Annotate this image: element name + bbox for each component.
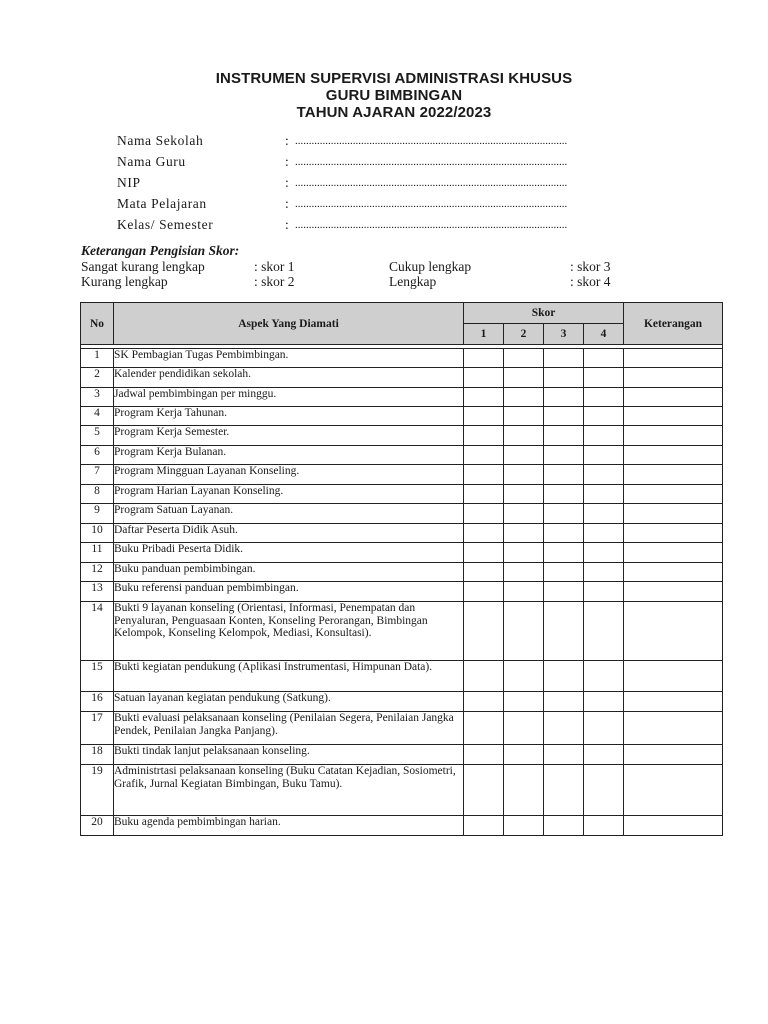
score-cell-2[interactable] — [504, 446, 544, 465]
score-cell-3[interactable] — [544, 543, 584, 563]
row-aspek: Jadwal pembimbingan per minggu. — [114, 388, 464, 407]
keterangan-cell[interactable] — [624, 712, 723, 745]
score-cell-2[interactable] — [504, 388, 544, 407]
table-row — [81, 349, 723, 368]
row-number: 17 — [81, 712, 114, 745]
supervision-table — [80, 302, 723, 836]
row-aspek: Buku panduan pembimbingan. — [114, 563, 464, 582]
score-cell-3[interactable] — [544, 388, 584, 407]
row-number: 8 — [81, 485, 114, 504]
identity-colon: : — [285, 154, 290, 169]
row-aspek: Kalender pendidikan sekolah. — [114, 368, 464, 388]
header-keterangan: Keterangan — [624, 303, 723, 345]
row-number: 12 — [81, 563, 114, 582]
row-number: 18 — [81, 745, 114, 765]
row-number: 2 — [81, 368, 114, 388]
academic-year: TAHUN AJARAN 2022/2023 — [296, 104, 492, 121]
score-cell-3[interactable] — [544, 602, 584, 661]
legend-score: : skor 3 — [570, 259, 611, 274]
keterangan-cell[interactable] — [624, 349, 723, 368]
score-cell-2[interactable] — [504, 692, 544, 712]
score-cell-1[interactable] — [464, 465, 504, 485]
score-cell-3[interactable] — [544, 504, 584, 524]
score-cell-1[interactable] — [464, 349, 504, 368]
score-cell-2[interactable] — [504, 485, 544, 504]
identity-label: Nama Sekolah — [117, 133, 204, 148]
score-cell-2[interactable] — [504, 407, 544, 426]
keterangan-cell[interactable] — [624, 692, 723, 712]
score-cell-3[interactable] — [544, 524, 584, 543]
score-cell-3[interactable] — [544, 485, 584, 504]
table-row — [81, 582, 723, 602]
score-cell-4[interactable] — [584, 602, 624, 661]
keterangan-cell[interactable] — [624, 563, 723, 582]
score-cell-4[interactable] — [584, 368, 624, 388]
keterangan-cell[interactable] — [624, 661, 723, 692]
row-aspek: Program Harian Layanan Konseling. — [114, 485, 464, 504]
header-score-1: 1 — [464, 324, 504, 345]
row-aspek: Bukti kegiatan pendukung (Aplikasi Instrumentasi, Himpunan Data). — [114, 661, 464, 692]
identity-label: Nama Guru — [117, 154, 186, 169]
keterangan-cell[interactable] — [624, 388, 723, 407]
table-row — [81, 504, 723, 524]
row-aspek: Administrtasi pelaksanaan konseling (Buku Catatan Kejadian, Sosiometri, Grafik, Jurnal Kegiatan Bimbingan, Buku Tamu). — [114, 765, 464, 816]
keterangan-cell[interactable] — [624, 524, 723, 543]
score-cell-2[interactable] — [504, 368, 544, 388]
keterangan-cell[interactable] — [624, 602, 723, 661]
keterangan-cell[interactable] — [624, 485, 723, 504]
score-cell-4[interactable] — [584, 745, 624, 765]
table-row — [81, 816, 723, 836]
row-aspek: Program Kerja Semester. — [114, 426, 464, 446]
keterangan-cell[interactable] — [624, 765, 723, 816]
score-cell-1[interactable] — [464, 745, 504, 765]
keterangan-cell[interactable] — [624, 465, 723, 485]
legend-score: : skor 1 — [254, 259, 295, 274]
score-cell-4[interactable] — [584, 504, 624, 524]
score-cell-1[interactable] — [464, 388, 504, 407]
document-title: INSTRUMEN SUPERVISI ADMINISTRASI KHUSUS — [215, 70, 573, 87]
identity-fill-line[interactable]: ................................................................................................... — [295, 177, 568, 189]
header-score-3: 3 — [544, 324, 584, 345]
score-cell-4[interactable] — [584, 816, 624, 836]
table-row — [81, 712, 723, 745]
score-cell-4[interactable] — [584, 661, 624, 692]
keterangan-cell[interactable] — [624, 446, 723, 465]
legend-score: : skor 4 — [570, 274, 611, 289]
identity-label: Mata Pelajaran — [117, 196, 207, 211]
row-aspek: Bukti 9 layanan konseling (Orientasi, Informasi, Penempatan dan Penyaluran, Penguasaan Konten, Konseling Perorangan, Bimbingan Kelompok, Konseling Kelompok, Mediasi, Konsultasi). — [114, 602, 464, 661]
score-cell-1[interactable] — [464, 816, 504, 836]
identity-fill-line[interactable]: ................................................................................................... — [295, 219, 568, 231]
identity-label: Kelas/ Semester — [117, 217, 214, 232]
identity-fill-line[interactable]: ................................................................................................... — [295, 135, 568, 147]
header-skor: Skor — [464, 303, 624, 324]
table-row — [81, 524, 723, 543]
score-cell-4[interactable] — [584, 765, 624, 816]
score-cell-4[interactable] — [584, 712, 624, 745]
row-number: 13 — [81, 582, 114, 602]
keterangan-cell[interactable] — [624, 368, 723, 388]
legend-label: Cukup lengkap — [389, 259, 472, 274]
score-cell-1[interactable] — [464, 765, 504, 816]
score-cell-4[interactable] — [584, 485, 624, 504]
table-row — [81, 368, 723, 388]
header-score-4: 4 — [584, 324, 624, 345]
keterangan-cell[interactable] — [624, 426, 723, 446]
score-cell-3[interactable] — [544, 816, 584, 836]
table-row — [81, 765, 723, 816]
row-number: 3 — [81, 388, 114, 407]
score-cell-2[interactable] — [504, 543, 544, 563]
score-cell-2[interactable] — [504, 349, 544, 368]
score-cell-4[interactable] — [584, 446, 624, 465]
table-row — [81, 692, 723, 712]
legend-label: Lengkap — [389, 274, 437, 289]
table-row — [81, 485, 723, 504]
score-cell-4[interactable] — [584, 388, 624, 407]
score-cell-4[interactable] — [584, 563, 624, 582]
score-cell-3[interactable] — [544, 446, 584, 465]
table-row — [81, 426, 723, 446]
row-aspek: Bukti tindak lanjut pelaksanaan konseling. — [114, 745, 464, 765]
score-cell-1[interactable] — [464, 563, 504, 582]
identity-colon: : — [285, 133, 290, 148]
row-number: 1 — [81, 349, 114, 368]
score-cell-4[interactable] — [584, 543, 624, 563]
row-aspek: Program Satuan Layanan. — [114, 504, 464, 524]
row-aspek: Buku referensi panduan pembimbingan. — [114, 582, 464, 602]
header-no: No — [81, 303, 114, 345]
row-number: 5 — [81, 426, 114, 446]
legend-title: Keterangan Pengisian Skor: — [81, 243, 240, 258]
table-body — [81, 345, 723, 836]
row-number: 14 — [81, 602, 114, 661]
score-cell-1[interactable] — [464, 582, 504, 602]
score-cell-2[interactable] — [504, 816, 544, 836]
header-aspek: Aspek Yang Diamati — [114, 303, 464, 345]
row-aspek: Daftar Peserta Didik Asuh. — [114, 524, 464, 543]
score-cell-3[interactable] — [544, 582, 584, 602]
score-cell-1[interactable] — [464, 485, 504, 504]
row-aspek: Buku Pribadi Peserta Didik. — [114, 543, 464, 563]
table-row — [81, 745, 723, 765]
score-cell-1[interactable] — [464, 446, 504, 465]
table-row — [81, 602, 723, 661]
row-number: 10 — [81, 524, 114, 543]
score-cell-3[interactable] — [544, 712, 584, 745]
score-cell-4[interactable] — [584, 582, 624, 602]
row-number: 20 — [81, 816, 114, 836]
row-number: 7 — [81, 465, 114, 485]
keterangan-cell[interactable] — [624, 582, 723, 602]
row-aspek: Bukti evaluasi pelaksanaan konseling (Penilaian Segera, Penilaian Jangka Pendek, Penilaian Jangka Panjang). — [114, 712, 464, 745]
score-cell-3[interactable] — [544, 349, 584, 368]
score-cell-1[interactable] — [464, 407, 504, 426]
score-cell-2[interactable] — [504, 745, 544, 765]
row-number: 9 — [81, 504, 114, 524]
row-number: 16 — [81, 692, 114, 712]
identity-colon: : — [285, 196, 290, 211]
score-cell-2[interactable] — [504, 504, 544, 524]
score-cell-1[interactable] — [464, 692, 504, 712]
identity-label: NIP — [117, 175, 141, 190]
score-cell-2[interactable] — [504, 524, 544, 543]
score-cell-1[interactable] — [464, 524, 504, 543]
score-cell-4[interactable] — [584, 465, 624, 485]
score-cell-2[interactable] — [504, 465, 544, 485]
score-cell-3[interactable] — [544, 692, 584, 712]
score-cell-4[interactable] — [584, 524, 624, 543]
table-row — [81, 388, 723, 407]
score-cell-3[interactable] — [544, 465, 584, 485]
keterangan-cell[interactable] — [624, 407, 723, 426]
header-score-2: 2 — [504, 324, 544, 345]
table-row — [81, 465, 723, 485]
score-cell-3[interactable] — [544, 745, 584, 765]
score-cell-1[interactable] — [464, 712, 504, 745]
row-aspek: Satuan layanan kegiatan pendukung (Satkung). — [114, 692, 464, 712]
identity-fill-line[interactable]: ................................................................................................... — [295, 198, 568, 210]
document-subtitle: GURU BIMBINGAN — [325, 87, 463, 104]
score-cell-2[interactable] — [504, 582, 544, 602]
row-number: 6 — [81, 446, 114, 465]
score-cell-2[interactable] — [504, 765, 544, 816]
score-cell-4[interactable] — [584, 349, 624, 368]
identity-colon: : — [285, 217, 290, 232]
identity-colon: : — [285, 175, 290, 190]
row-number: 11 — [81, 543, 114, 563]
table-row — [81, 446, 723, 465]
score-cell-4[interactable] — [584, 426, 624, 446]
keterangan-cell[interactable] — [624, 816, 723, 836]
score-cell-2[interactable] — [504, 426, 544, 446]
row-number: 4 — [81, 407, 114, 426]
score-cell-1[interactable] — [464, 602, 504, 661]
score-cell-4[interactable] — [584, 692, 624, 712]
score-cell-3[interactable] — [544, 368, 584, 388]
keterangan-cell[interactable] — [624, 504, 723, 524]
row-aspek: SK Pembagian Tugas Pembimbingan. — [114, 349, 464, 368]
score-cell-1[interactable] — [464, 368, 504, 388]
score-cell-4[interactable] — [584, 407, 624, 426]
legend-label: Sangat kurang lengkap — [81, 259, 205, 274]
score-cell-1[interactable] — [464, 504, 504, 524]
table-row — [81, 563, 723, 582]
row-aspek: Program Kerja Bulanan. — [114, 446, 464, 465]
score-cell-2[interactable] — [504, 661, 544, 692]
score-cell-3[interactable] — [544, 765, 584, 816]
keterangan-cell[interactable] — [624, 543, 723, 563]
table-row — [81, 661, 723, 692]
row-number: 15 — [81, 661, 114, 692]
score-cell-2[interactable] — [504, 563, 544, 582]
row-number: 19 — [81, 765, 114, 816]
row-aspek: Program Mingguan Layanan Konseling. — [114, 465, 464, 485]
score-cell-3[interactable] — [544, 661, 584, 692]
score-cell-3[interactable] — [544, 407, 584, 426]
score-cell-1[interactable] — [464, 543, 504, 563]
score-cell-1[interactable] — [464, 426, 504, 446]
legend-score: : skor 2 — [254, 274, 295, 289]
score-cell-2[interactable] — [504, 602, 544, 661]
identity-fill-line[interactable]: ................................................................................................... — [295, 156, 568, 168]
table-row — [81, 543, 723, 563]
score-cell-2[interactable] — [504, 712, 544, 745]
table-row — [81, 407, 723, 426]
score-cell-3[interactable] — [544, 426, 584, 446]
row-aspek: Program Kerja Tahunan. — [114, 407, 464, 426]
legend-label: Kurang lengkap — [81, 274, 168, 289]
row-aspek: Buku agenda pembimbingan harian. — [114, 816, 464, 836]
keterangan-cell[interactable] — [624, 745, 723, 765]
score-cell-3[interactable] — [544, 563, 584, 582]
score-cell-1[interactable] — [464, 661, 504, 692]
